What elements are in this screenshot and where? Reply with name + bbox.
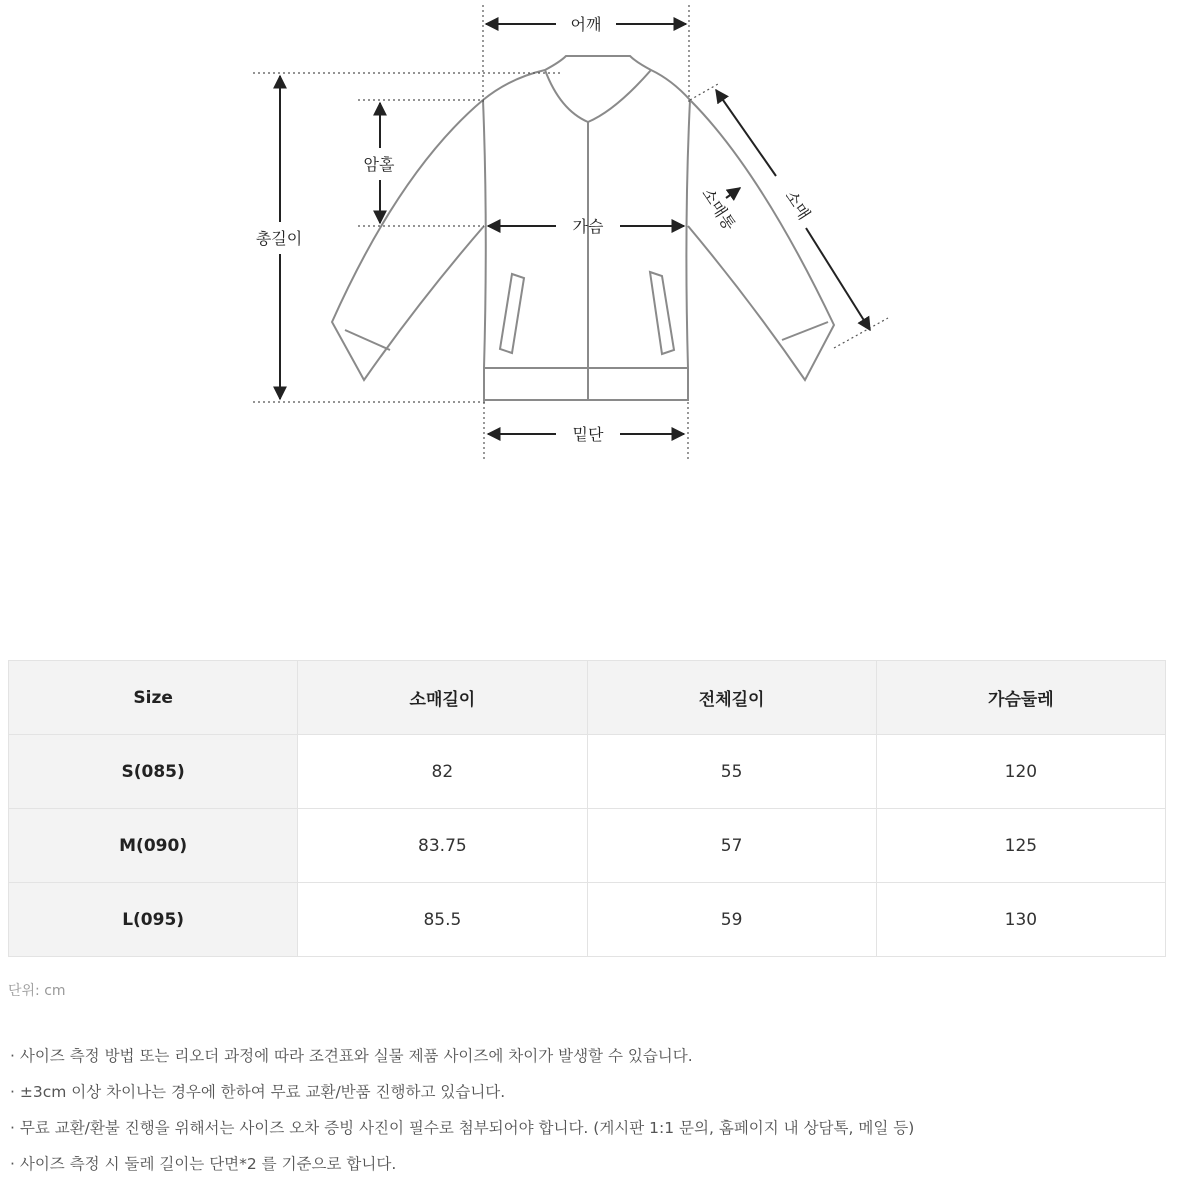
cell-sleeve-length: 85.5 [298,883,587,957]
label-total-length: 총길이 [255,229,303,248]
list-item: · ±3cm 이상 차이나는 경우에 한하여 무료 교환/반품 진행하고 있습니다. [10,1083,506,1101]
header-chest: 가슴둘레 [876,661,1165,735]
size-chart-table [8,660,1166,957]
label-sleeve-width: 소매통 [698,184,740,234]
cell-chest: 125 [876,809,1165,883]
label-armhole: 암홀 [363,155,395,174]
row-size: S(085) [9,735,298,809]
table-row [9,809,1166,883]
list-item: · 사이즈 측정 시 둘레 길이는 단면*2 를 기준으로 합니다. [10,1155,397,1173]
header-total-length: 전체길이 [587,661,876,735]
cell-total-length: 55 [587,735,876,809]
table-row [9,883,1166,957]
label-shoulder: 어깨 [570,15,602,34]
cell-chest: 130 [876,883,1165,957]
size-notes-list [10,1038,914,1182]
table-row [9,735,1166,809]
cell-sleeve-length: 83.75 [298,809,587,883]
cell-sleeve-length: 82 [298,735,587,809]
header-sleeve-length: 소매길이 [298,661,587,735]
header-size: Size [9,661,298,735]
row-size: L(095) [9,883,298,957]
list-item: · 사이즈 측정 방법 또는 리오더 과정에 따라 조견표와 실물 제품 사이즈에 차이가 발생할 수 있습니다. [10,1047,693,1065]
list-item: · 무료 교환/환불 진행을 위해서는 사이즈 오차 증빙 사진이 필수로 첨부되어야 합니다. (게시판 1:1 문의, 홈페이지 내 상담톡, 메일 등) [10,1119,915,1137]
jacket-measurement-diagram [0,0,1180,480]
cell-total-length: 59 [587,883,876,957]
label-chest: 가슴 [572,217,604,236]
label-sleeve: 소매 [781,186,815,224]
unit-note: 단위: cm [8,983,66,999]
table-header-row [9,661,1166,735]
cell-total-length: 57 [587,809,876,883]
guide-lines [253,5,888,460]
cell-chest: 120 [876,735,1165,809]
row-size: M(090) [9,809,298,883]
label-hem: 밑단 [572,425,604,444]
